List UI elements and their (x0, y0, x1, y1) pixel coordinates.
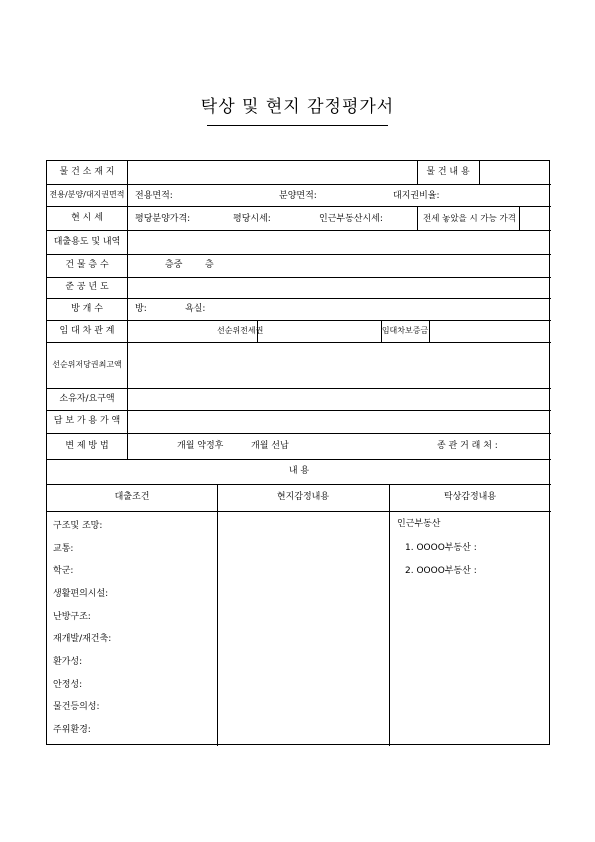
cell-divider (479, 161, 480, 184)
list-item-liquidity: 환가성: (53, 657, 83, 667)
nearby-realty-item: 1. OOOO부동산 : (405, 543, 477, 553)
field-sale-area: 분양면적: (279, 191, 317, 201)
field-land-ratio: 대지권비율: (393, 191, 440, 201)
list-item-amenities: 생활편의시설: (53, 589, 109, 599)
field-floor: 층 (205, 260, 214, 270)
column-onsite-appraisal: 현지감정내용 (276, 492, 330, 502)
column-desk-appraisal: 탁상감정내용 (443, 492, 497, 502)
label-senior-jeonse: 선순위전세권 (217, 326, 264, 335)
field-sale-price-per-pyeong: 평당분양가격: (135, 214, 191, 224)
cell-divider (417, 206, 418, 230)
label-lease-relation: 임 대 차 관 계 (59, 325, 115, 336)
nearby-realty-title: 인근부동산 (397, 519, 441, 529)
label-column-divider (127, 161, 128, 459)
document-title: 탁상 및 현지 감정평가서 (200, 97, 395, 117)
field-related-client: 종 관 거 래 처 : (437, 441, 498, 451)
label-senior-mortgage: 선순위저당권최고액 (52, 360, 122, 369)
cell-divider (429, 320, 430, 342)
list-item-property-type: 물건등의성: (53, 702, 100, 712)
field-floor-of: 층중 (165, 260, 183, 270)
content-column-divider (217, 484, 218, 746)
label-collateral-value: 담 보 가 용 가 액 (53, 416, 121, 426)
label-area: 전용/분양/대지권면적 (49, 190, 125, 199)
field-market-price-per-pyeong: 평당시세: (233, 214, 271, 224)
label-room-count: 방 개 수 (71, 303, 103, 314)
field-months-after: 개월 약정후 (177, 441, 224, 451)
label-completion-year: 준 공 년 도 (65, 282, 109, 292)
cell-divider (519, 206, 520, 230)
field-jeonse-price: 전세 놓았을 시 가능 가격 (423, 214, 516, 224)
label-market-price: 현 시 세 (71, 212, 103, 223)
content-header: 내 용 (288, 466, 310, 476)
list-item-environment: 주위환경: (53, 725, 91, 735)
label-repayment-method: 변 제 방 법 (65, 440, 109, 451)
field-rooms: 방: (135, 304, 147, 314)
row-divider (47, 511, 551, 512)
list-item-transport: 교통: (53, 544, 74, 554)
label-location: 물 건 소 재 지 (59, 167, 115, 177)
field-nearby-realty-price: 인근부동산시세: (319, 214, 383, 224)
list-item-school: 학군: (53, 566, 74, 576)
field-months-prepaid: 개월 선납 (251, 441, 289, 451)
label-owner-request: 소유자/요구액 (59, 393, 115, 404)
label-building-floors: 건 물 층 수 (65, 260, 109, 270)
label-property-details: 물 건 내 용 (426, 167, 470, 177)
column-loan-conditions: 대출조건 (114, 492, 150, 502)
field-exclusive-area: 전용면적: (135, 191, 173, 201)
list-item-redevelopment: 재개발/재건축: (53, 634, 112, 644)
appraisal-form (46, 160, 550, 745)
list-item-structure-view: 구조및 조망: (53, 521, 103, 531)
label-lease-deposit: 임대차보증금 (381, 326, 429, 335)
nearby-realty-item: 2. OOOO부동산 : (405, 566, 477, 576)
field-bathrooms: 욕실: (185, 304, 206, 314)
label-loan-purpose: 대출용도 및 내역 (53, 236, 121, 247)
content-column-divider (389, 484, 390, 746)
title-underline (207, 125, 388, 126)
list-item-stability: 안정성: (53, 680, 83, 690)
list-item-heating: 난방구조: (53, 612, 91, 622)
